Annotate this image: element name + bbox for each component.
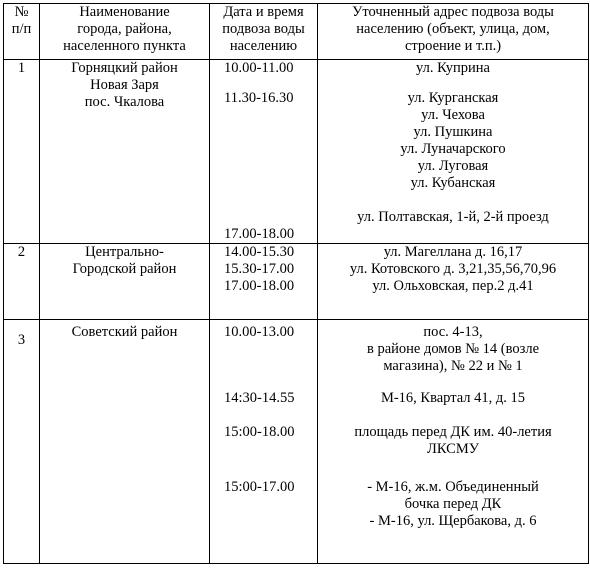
address-line: площадь перед ДК им. 40-летия bbox=[354, 424, 552, 440]
header-address-line: Уточненный адрес подвоза воды bbox=[352, 4, 554, 20]
time-slot: 11.30-16.30 bbox=[224, 90, 294, 106]
header-time bbox=[210, 4, 318, 60]
address-line: ул. Куприна bbox=[416, 60, 490, 76]
region-line: Новая Заря bbox=[90, 77, 159, 93]
header-address bbox=[318, 4, 589, 60]
row-number: 1 bbox=[4, 60, 40, 244]
time-slot: 17.00-18.00 bbox=[224, 226, 295, 242]
region-line: Горняцкий район bbox=[71, 60, 178, 76]
header-time-line: населению bbox=[229, 38, 298, 54]
header-address-line: строение и т.п.) bbox=[404, 38, 502, 54]
row-times bbox=[210, 320, 318, 564]
address-line: ул. Чехова bbox=[421, 107, 485, 123]
water-delivery-table bbox=[3, 3, 589, 564]
address-line: ул. Котовского д. 3,21,35,56,70,96 bbox=[349, 261, 557, 277]
address-line: - М-16, ж.м. Объединенный bbox=[367, 479, 539, 495]
header-number-line: п/п bbox=[11, 21, 32, 37]
time-slot: 15.30-17.00 bbox=[224, 261, 295, 277]
row-number: 2 bbox=[4, 244, 40, 320]
region-line: Городской район bbox=[72, 261, 177, 277]
row-region bbox=[40, 60, 210, 244]
address-line: пос. 4-13, bbox=[423, 324, 483, 340]
row-addresses bbox=[318, 320, 589, 564]
address-line: ул. Луначарского bbox=[400, 141, 506, 157]
header-name-line: Наименование bbox=[79, 4, 170, 20]
address-line: - М-16, ул. Щербакова, д. 6 bbox=[369, 513, 537, 529]
header-number bbox=[4, 4, 40, 60]
header-time-line: Дата и время bbox=[223, 4, 304, 20]
address-line: М-16, Квартал 41, д. 15 bbox=[380, 390, 526, 406]
row-region bbox=[40, 244, 210, 320]
table-row bbox=[4, 60, 589, 244]
row-addresses bbox=[318, 244, 589, 320]
time-slot: 15:00-18.00 bbox=[224, 424, 295, 440]
address-line: ул. Луговая bbox=[417, 158, 489, 174]
header-name bbox=[40, 4, 210, 60]
address-line: магазина), № 22 и № 1 bbox=[383, 358, 523, 374]
row-addresses bbox=[318, 60, 589, 244]
header-name-line: города, района, bbox=[77, 21, 172, 37]
row-number: 3 bbox=[4, 320, 40, 564]
header-name-line: населенного пункта bbox=[63, 38, 186, 54]
time-slot: 10.00-13.00 bbox=[224, 324, 295, 340]
row-times bbox=[210, 244, 318, 320]
time-slot: 14:30-14.55 bbox=[224, 390, 295, 406]
time-slot: 10.00-11.00 bbox=[224, 60, 294, 76]
row-region bbox=[40, 320, 210, 564]
table-row bbox=[4, 244, 589, 320]
time-slot: 15:00-17.00 bbox=[224, 479, 295, 495]
header-number-line: № bbox=[14, 4, 29, 20]
region-line: Центрально- bbox=[85, 244, 164, 260]
header-time-line: подвоза воды bbox=[222, 21, 305, 37]
region-line: Советский район bbox=[71, 324, 178, 340]
address-line: в районе домов № 14 (возле bbox=[366, 341, 540, 357]
table-row bbox=[4, 320, 589, 564]
address-line: ул. Пушкина bbox=[413, 124, 493, 140]
row-times bbox=[210, 60, 318, 244]
time-slot: 14.00-15.30 bbox=[224, 244, 295, 260]
address-line: бочка перед ДК bbox=[404, 496, 502, 512]
region-line: пос. Чкалова bbox=[84, 94, 165, 110]
address-line: ул. Полтавская, 1-й, 2-й проезд bbox=[357, 209, 549, 225]
address-line: ул. Магеллана д. 16,17 bbox=[383, 244, 523, 260]
table-header-row bbox=[4, 4, 589, 60]
time-slot: 17.00-18.00 bbox=[224, 278, 295, 294]
address-line: ЛКСМУ bbox=[427, 441, 479, 457]
address-line: ул. Кубанская bbox=[410, 175, 496, 191]
header-address-line: населению (объект, улица, дом, bbox=[356, 21, 550, 37]
address-line: ул. Курганская bbox=[407, 90, 499, 106]
address-line: ул. Ольховская, пер.2 д.41 bbox=[372, 278, 534, 294]
